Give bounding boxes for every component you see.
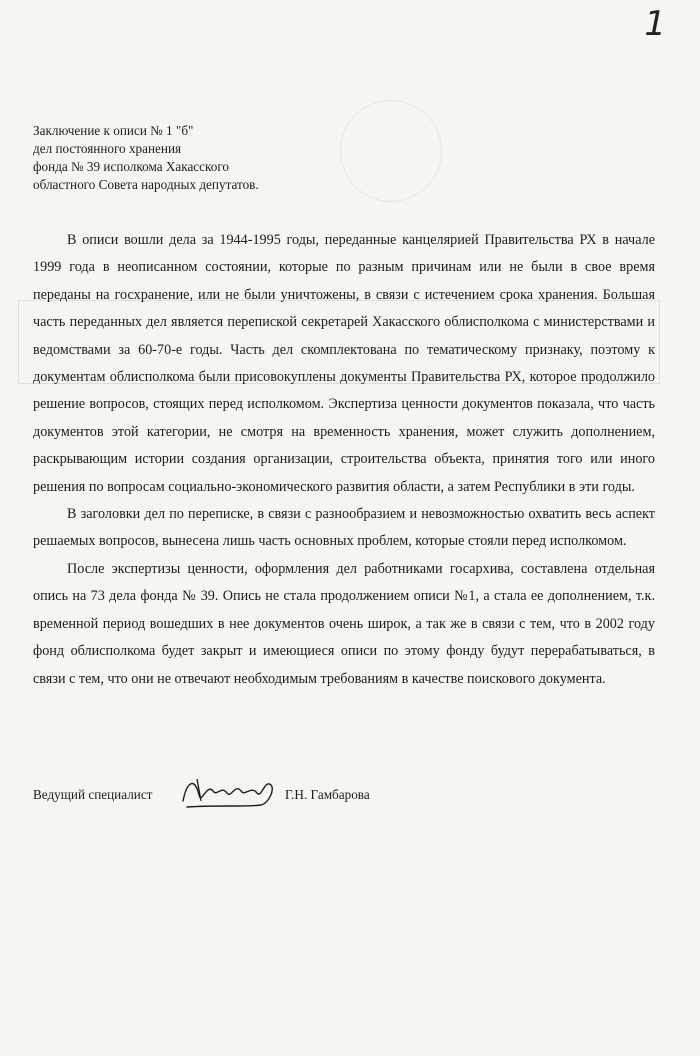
document-body — [33, 227, 655, 693]
document-title — [33, 122, 259, 194]
signer-name: Г.Н. Гамбарова — [285, 787, 370, 802]
signer-position: Ведущий специалист — [33, 787, 153, 802]
title-line-4: областного Совета народных депутатов. — [33, 177, 259, 192]
title-line-2: дел постоянного хранения — [33, 141, 182, 156]
signature-block — [33, 783, 633, 823]
title-line-3: фонда № 39 исполкома Хакасского — [33, 159, 230, 174]
bleed-through-stamp — [340, 100, 442, 202]
handwritten-signature — [177, 771, 287, 813]
paragraph-3: После экспертизы ценности, оформления дел работниками госархива, составлена отдельная опись на 73 дела фонда № 39. Опись не стала продолжением описи №1, а стала ее дополнением, т.к. временной период вошедших в нее документов очень широк, а так же в связи с тем, что в 2002 году фонд облисполкома будет закрыт и имеющиеся описи по этому фонду будут перерабатываться, в связи с тем, что они не отвечают необходимым требованиям в качестве поискового документа. — [33, 560, 655, 687]
paragraph-1: В описи вошли дела за 1944-1995 годы, переданные канцелярией Правительства РХ в начале 1999 года в неописанном состоянии, которые по разным причинам или не были в свое время переданы на госхранение, или не были уничтожены, в связи с истечением срока хранения. Большая часть переданных дел является перепиской секретарей Хакасского облисполкома с министерствами и ведомствами за 60-70-е годы. Часть дел скомплектована по тематическому признаку, поэтому к документам облисполкома были присовокуплены документы Правительства РХ, которое продолжило решение вопросов, стоящих перед исполкомом. Экспертиза ценности документов показала, что часть документов этой категории, не смотря на временность хранения, может служить дополнением, раскрывающим истории создания организации, строительства объекта, принятия того или иного решения по вопросам социально-экономического развития области, а затем Республики в эти годы. — [33, 232, 655, 495]
page-number: 1 — [644, 4, 666, 44]
title-line-1: Заключение к описи № 1 "б" — [33, 123, 194, 138]
paragraph-2: В заголовки дел по переписке, в связи с разнообразием и невозможностью охватить весь аспект решаемых вопросов, вынесена лишь часть основных проблем, которые стояли перед исполкомом. — [33, 506, 655, 550]
